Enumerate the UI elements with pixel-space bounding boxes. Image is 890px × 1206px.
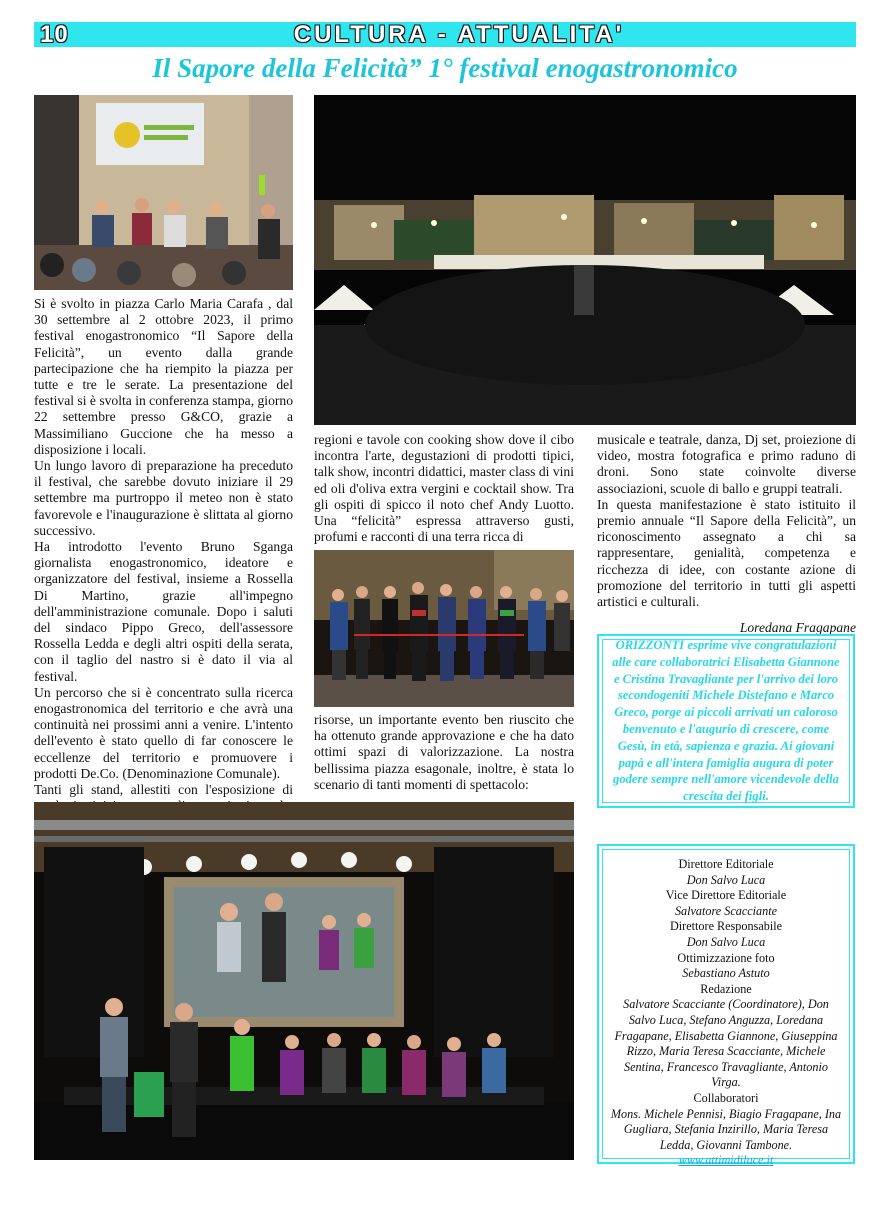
contributors-names: Mons. Michele Pennisi, Biagio Fragapane, Ina Gugliara, Stefania Inzirillo, Maria Teresa Ledda, Giovanni Tambone. — [610, 1106, 842, 1152]
masthead — [602, 849, 850, 1168]
header-band — [34, 22, 856, 47]
article-column-3 — [597, 432, 856, 636]
vice-director-name: Salvatore Scacciante — [674, 903, 778, 918]
section-title: CULTURA - ATTUALITA' — [293, 21, 625, 48]
photo-stage-show — [34, 802, 574, 1160]
paragraph: musicale e teatrale, danza, Dj set, proiezione di video, mostra fotografica e primo raduno di droni. Sono state coinvolte diverse associazioni, scuole di ballo e gruppi teatrali. — [597, 432, 856, 496]
paragraph: Tanti gli stand, allestiti con l'esposizione di — [34, 782, 293, 798]
photo-optimization-label: Ottimizzazione foto — [677, 950, 775, 965]
director-editorial-name: Don Salvo Luca — [686, 872, 766, 887]
photo-optimization-name: Sebastiano Astuto — [682, 966, 770, 981]
photo-press-conference — [34, 95, 293, 290]
responsible-director-label: Direttore Responsabile — [669, 919, 783, 934]
paragraph: regioni e tavole con cooking show dove il cibo incontra l'arte, degustazioni di prodotti tipici, talk show, incontri didattici, master class di vini ed oli d'oliva extra vergini e cocktail show. Tra gli ospiti di spicco il noto chef Andy Luotto. Una “felicità” espressa attraverso gusti, profumi e racconti di una terra ricca di — [314, 432, 574, 545]
director-editorial-label: Direttore Editoriale — [678, 857, 774, 871]
author-signature: Loredana Fragapane — [739, 620, 856, 636]
article-column-2-top — [314, 432, 574, 545]
article-column-1 — [34, 296, 293, 847]
article-title: Il Sapore della Felicità” 1° festival enogastronomico — [152, 53, 738, 83]
editorial-staff-names: Salvatore Scacciante (Coordinatore), Don Salvo Luca, Stefano Anguzza, Loredana Fragapane, Elisabetta Giannone, Giuseppina Rizzo, Maria Teresa Scacciante, Michele Sentina, Francesco Travagliante, Antonio Virga. — [614, 997, 838, 1090]
paragraph: Ha introdotto l'evento Bruno Sganga giornalista enogastronomico, ideatore e organizzatore del festival, insieme a Rossella Di Martino, grazie all'impegno dell'amministrazione comunale. Dopo i saluti del sindaco Pippo Greco, dell'assessore Rossella Ledda e degli altri ospiti della serata, con il taglio del nastro si è dato il via al festival. — [34, 539, 293, 684]
congratulations-box — [597, 634, 855, 808]
photo-piazza-night — [314, 95, 856, 425]
paragraph: Un percorso che si è concentrato sulla ricerca enogastronomica del territorio e che avrà una continuità nei prossimi anni a venire. L'intento dell'evento è stato quello di far conoscere le eccellenze del territorio e promuovere i prodotti De.Co. (Denominazione Comunale). — [34, 684, 293, 781]
vice-director-label: Vice Direttore Editoriale — [665, 888, 787, 903]
responsible-director-name: Don Salvo Luca — [686, 934, 766, 949]
page-number: 10 — [40, 21, 69, 48]
masthead-box — [597, 844, 855, 1168]
congratulations-text: ORIZZONTI esprime vive congratulazioni alle care collaboratrici Elisabetta Giannone e Cristina Travagliante per l'arrivo dei loro secondogeniti Michele Distefano e Marco Greco, porge ai piccoli arrivati un caloroso benvenuto e l'augurio di crescere, come Gesù, in età, sapienza e grazia. Ai giovani papà e all'intera famiglia augura di poter godere sempre nell'amore vicendevole della crescita dei figli. — [602, 639, 850, 803]
photo-ribbon-cutting — [314, 550, 574, 707]
paragraph: Si è svolto in piazza Carlo Maria Carafa , dal 30 settembre al 2 ottobre 2023, il primo festival enogastronomico “Il Sapore della Felicità”, un evento dalla grande partecipazione che ha riempito la piazza per tutte e tre le serate. La presentazione del festival si è svolta in conferenza stampa, giorno 22 settembre presso G&CO, grazie a Massimiliano Guccione che ha messo a disposizione i locali. — [34, 296, 293, 457]
article-column-2-bottom — [314, 712, 574, 793]
website-link[interactable]: www.attimidiluce.it — [678, 1153, 774, 1168]
paragraph: risorse, un importante evento ben riuscito che ha ottenuto grande approvazione e che ha dato ottimi spazi di valorizzazione. La nostra bellissima piazza esagonale, inoltre, è stata lo scenario di tanti momenti di spettacolo: — [314, 712, 574, 792]
paragraph: In questa manifestazione è stato istituito il premio annuale “Il Sapore della Felicità”, un riconoscimento assegnato a chi sa rappresentare, genialità, competenza e ricchezza di idee, con costante azione di promozione del territorio in tutti gli aspetti artistici e culturali. — [597, 496, 856, 610]
editorial-staff-label: Redazione — [700, 981, 752, 996]
paragraph: Un lungo lavoro di preparazione ha preceduto il festival, che sarebbe dovuto iniziare il 29 settembre ma purtroppo il meteo non è stato favorevole e l'inaugurazione è slittata al giorno successivo. — [34, 458, 293, 538]
contributors-label: Collaboratori — [693, 1090, 759, 1105]
